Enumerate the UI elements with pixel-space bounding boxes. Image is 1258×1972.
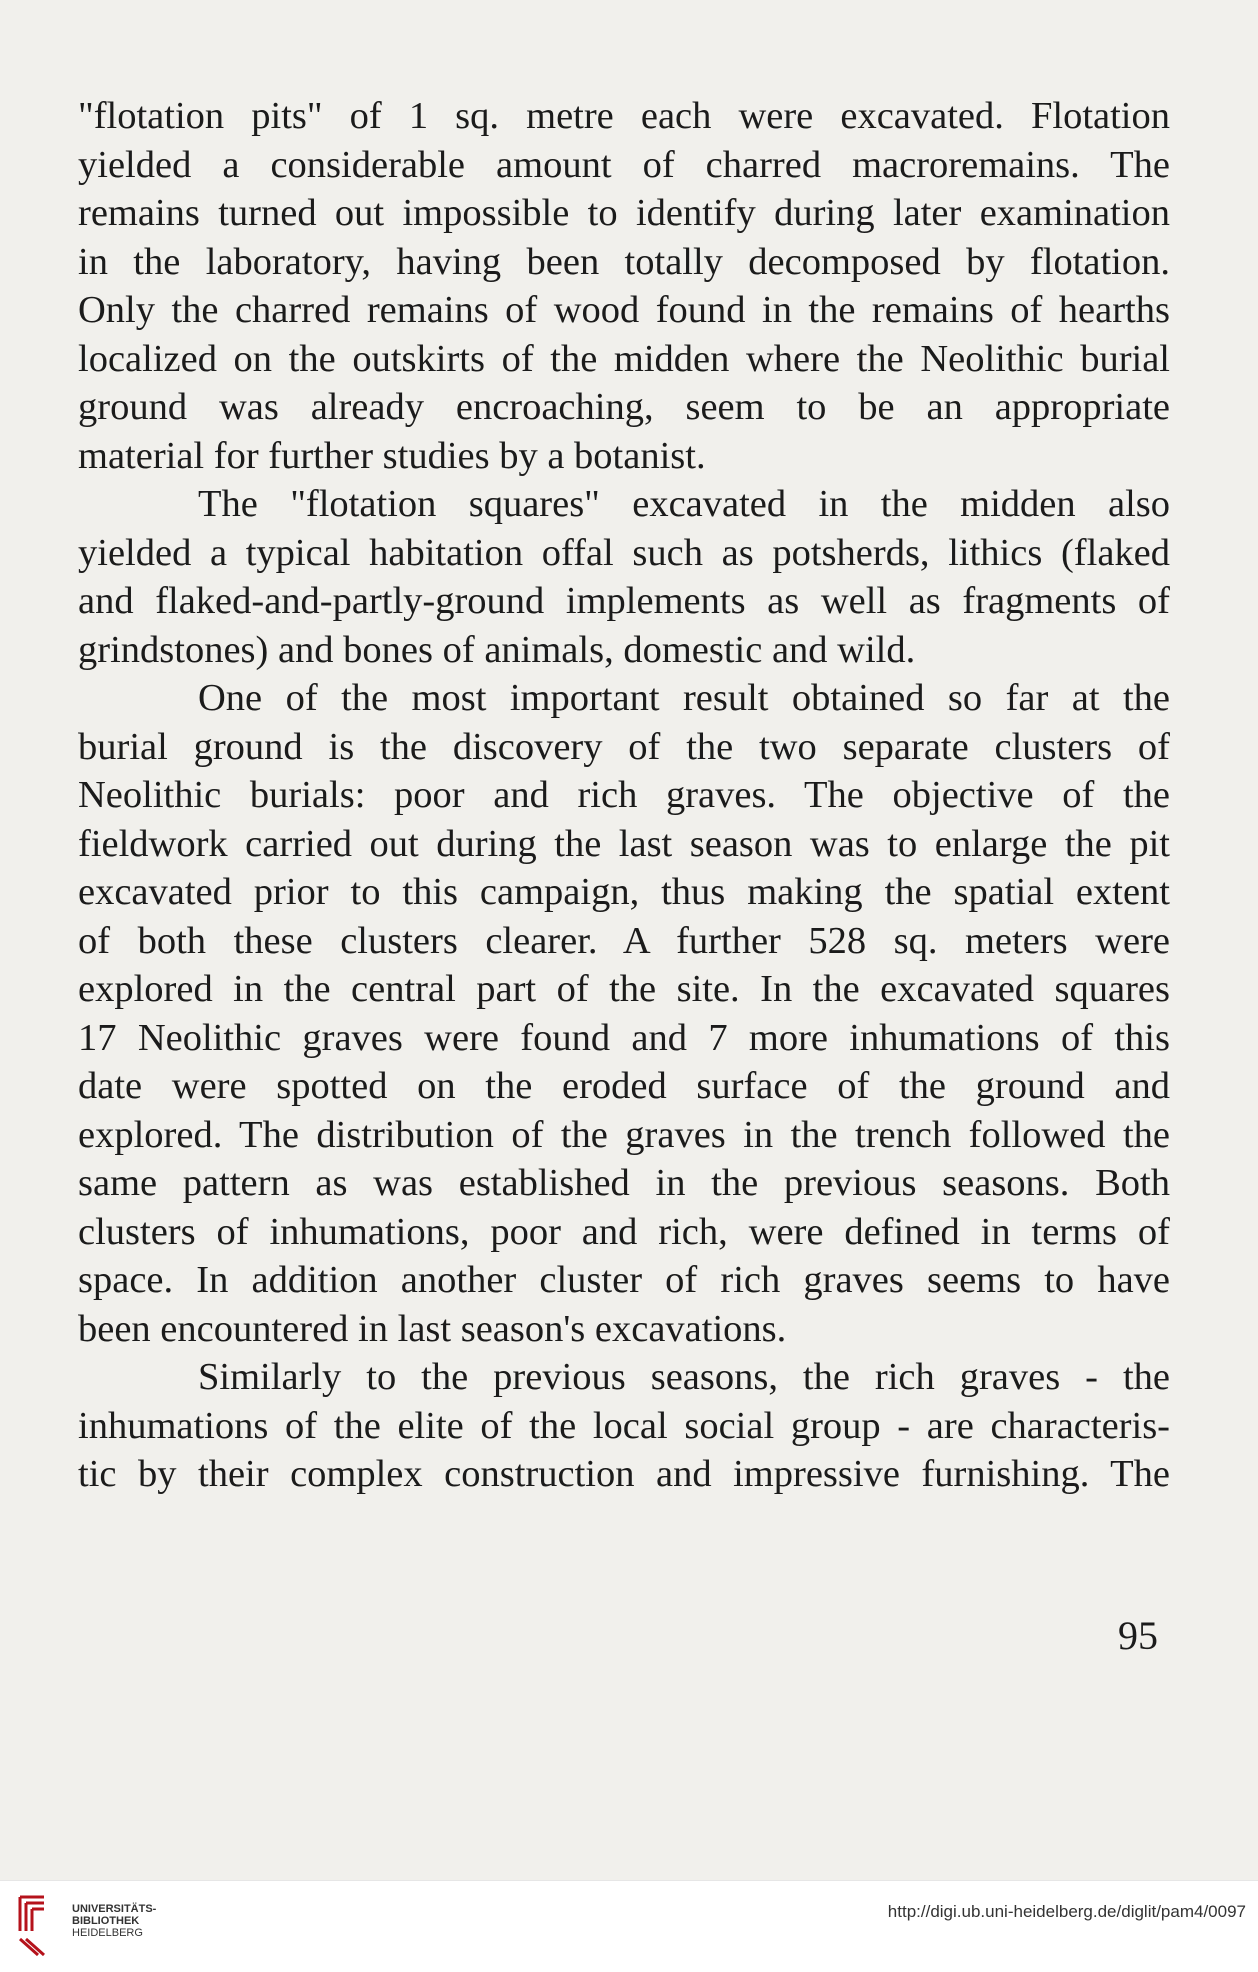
text-line: burial ground is the discovery of the two separate clusters of bbox=[78, 725, 1170, 768]
text-line: space. In addition another cluster of rich graves seems to have bbox=[78, 1259, 1170, 1301]
text-line: Similarly to the previous seasons, the rich graves - the bbox=[198, 1356, 1170, 1398]
page-number: 95 bbox=[1118, 1613, 1158, 1658]
text-line: 17 Neolithic graves were found and 7 more inhumations of this bbox=[78, 1016, 1170, 1059]
text-line: Neolithic burials: poor and rich graves. The objective of the bbox=[78, 774, 1170, 816]
library-logo-icon bbox=[14, 1891, 56, 1961]
library-name-line: HEIDELBERG bbox=[72, 1927, 143, 1939]
text-line: remains turned out impossible to identify during later examination bbox=[78, 192, 1170, 234]
text-line: Only the charred remains of wood found in the remains of hearths bbox=[78, 289, 1170, 331]
text-line: yielded a typical habitation offal such as potsherds, lithics (flaked bbox=[78, 531, 1170, 574]
text-line: tic by their complex construction and impressive furnishing. The bbox=[78, 1453, 1170, 1495]
source-url-link[interactable]: http://digi.ub.uni-heidelberg.de/diglit/pam4/0097 bbox=[887, 1902, 1246, 1921]
text-line: date were spotted on the eroded surface of the ground and bbox=[78, 1065, 1170, 1107]
text-line: fieldwork carried out during the last season was to enlarge the pit bbox=[78, 822, 1170, 865]
library-name bbox=[72, 1903, 156, 1939]
library-name-line: UNIVERSITÄTS- bbox=[72, 1903, 157, 1915]
text-line: been encountered in last season's excavations. bbox=[78, 1307, 787, 1350]
text-line: in the laboratory, having been totally decomposed by flotation. bbox=[78, 240, 1170, 283]
text-line: of both these clusters clearer. A further 528 sq. meters were bbox=[78, 919, 1170, 962]
text-line: yielded a considerable amount of charred macroremains. The bbox=[78, 143, 1170, 186]
text-line: localized on the outskirts of the midden where the Neolithic burial bbox=[78, 337, 1170, 380]
text-line: explored. The distribution of the graves in the trench followed the bbox=[78, 1113, 1170, 1156]
text-line: inhumations of the elite of the local social group - are characteris- bbox=[78, 1404, 1170, 1447]
text-line: One of the most important result obtained so far at the bbox=[198, 677, 1170, 719]
text-line: The "flotation squares" excavated in the midden also bbox=[198, 483, 1170, 525]
text-line: ground was already encroaching, seem to be an appropriate bbox=[78, 386, 1170, 428]
footer-bar bbox=[0, 1880, 1258, 1972]
text-line: explored in the central part of the site. In the excavated squares bbox=[78, 968, 1170, 1010]
text-line: clusters of inhumations, poor and rich, were defined in terms of bbox=[78, 1210, 1170, 1253]
body-text bbox=[78, 92, 1170, 1499]
text-line: material for further studies by a botanist. bbox=[78, 434, 706, 477]
text-line: same pattern as was established in the previous seasons. Both bbox=[78, 1162, 1170, 1204]
text-line: excavated prior to this campaign, thus making the spatial extent bbox=[78, 871, 1170, 913]
library-name-line: BIBLIOTHEK bbox=[72, 1915, 140, 1927]
text-line: grindstones) and bones of animals, domestic and wild. bbox=[78, 628, 916, 671]
text-line: and flaked-and-partly-ground implements as well as fragments of bbox=[78, 580, 1170, 622]
text-line: "flotation pits" of 1 sq. metre each were excavated. Flotation bbox=[78, 95, 1170, 137]
